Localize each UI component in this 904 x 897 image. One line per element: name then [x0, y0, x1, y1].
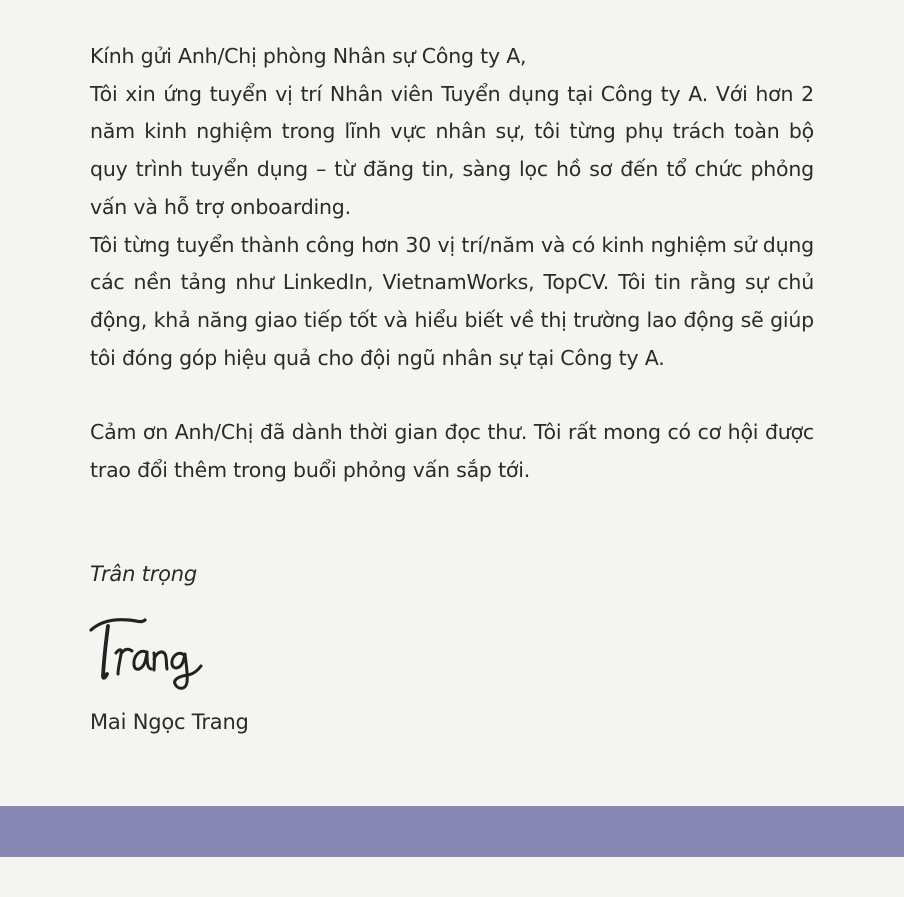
signer-name: Mai Ngọc Trang: [90, 710, 249, 734]
letter-paragraph-thanks: Cảm ơn Anh/Chị đã dành thời gian đọc thư. Tôi rất mong có cơ hội được trao đổi thêm trong buổi phỏng vấn sắp tới.: [90, 420, 814, 483]
handwritten-signature: [88, 606, 228, 692]
cover-letter-body: [90, 38, 814, 490]
letter-paragraph-achievements: Tôi từng tuyển thành công hơn 30 vị trí/năm và có kinh nghiệm sử dụng các nền tảng như LinkedIn, VietnamWorks, TopCV. Tôi tin rằng sự chủ động, khả năng giao tiếp tốt và hiểu biết về thị trường lao động sẽ giúp tôi đóng góp hiệu quả cho đội ngũ nhân sự tại Công ty A.: [90, 232, 814, 370]
letter-paragraph-experience: Tôi xin ứng tuyển vị trí Nhân viên Tuyển dụng tại Công ty A. Với hơn 2 năm kinh nghiệm trong lĩnh vực nhân sự, tôi từng phụ trách toàn bộ quy trình tuyển dụng – từ đăng tin, sàng lọc hồ sơ đến tổ chức phỏng vấn và hỗ trợ onboarding.: [90, 81, 814, 219]
letter-closing: Trân trọng: [90, 562, 198, 586]
letter-greeting: Kính gửi Anh/Chị phòng Nhân sự Công ty A,: [90, 44, 527, 68]
footer-color-band: [0, 806, 904, 857]
